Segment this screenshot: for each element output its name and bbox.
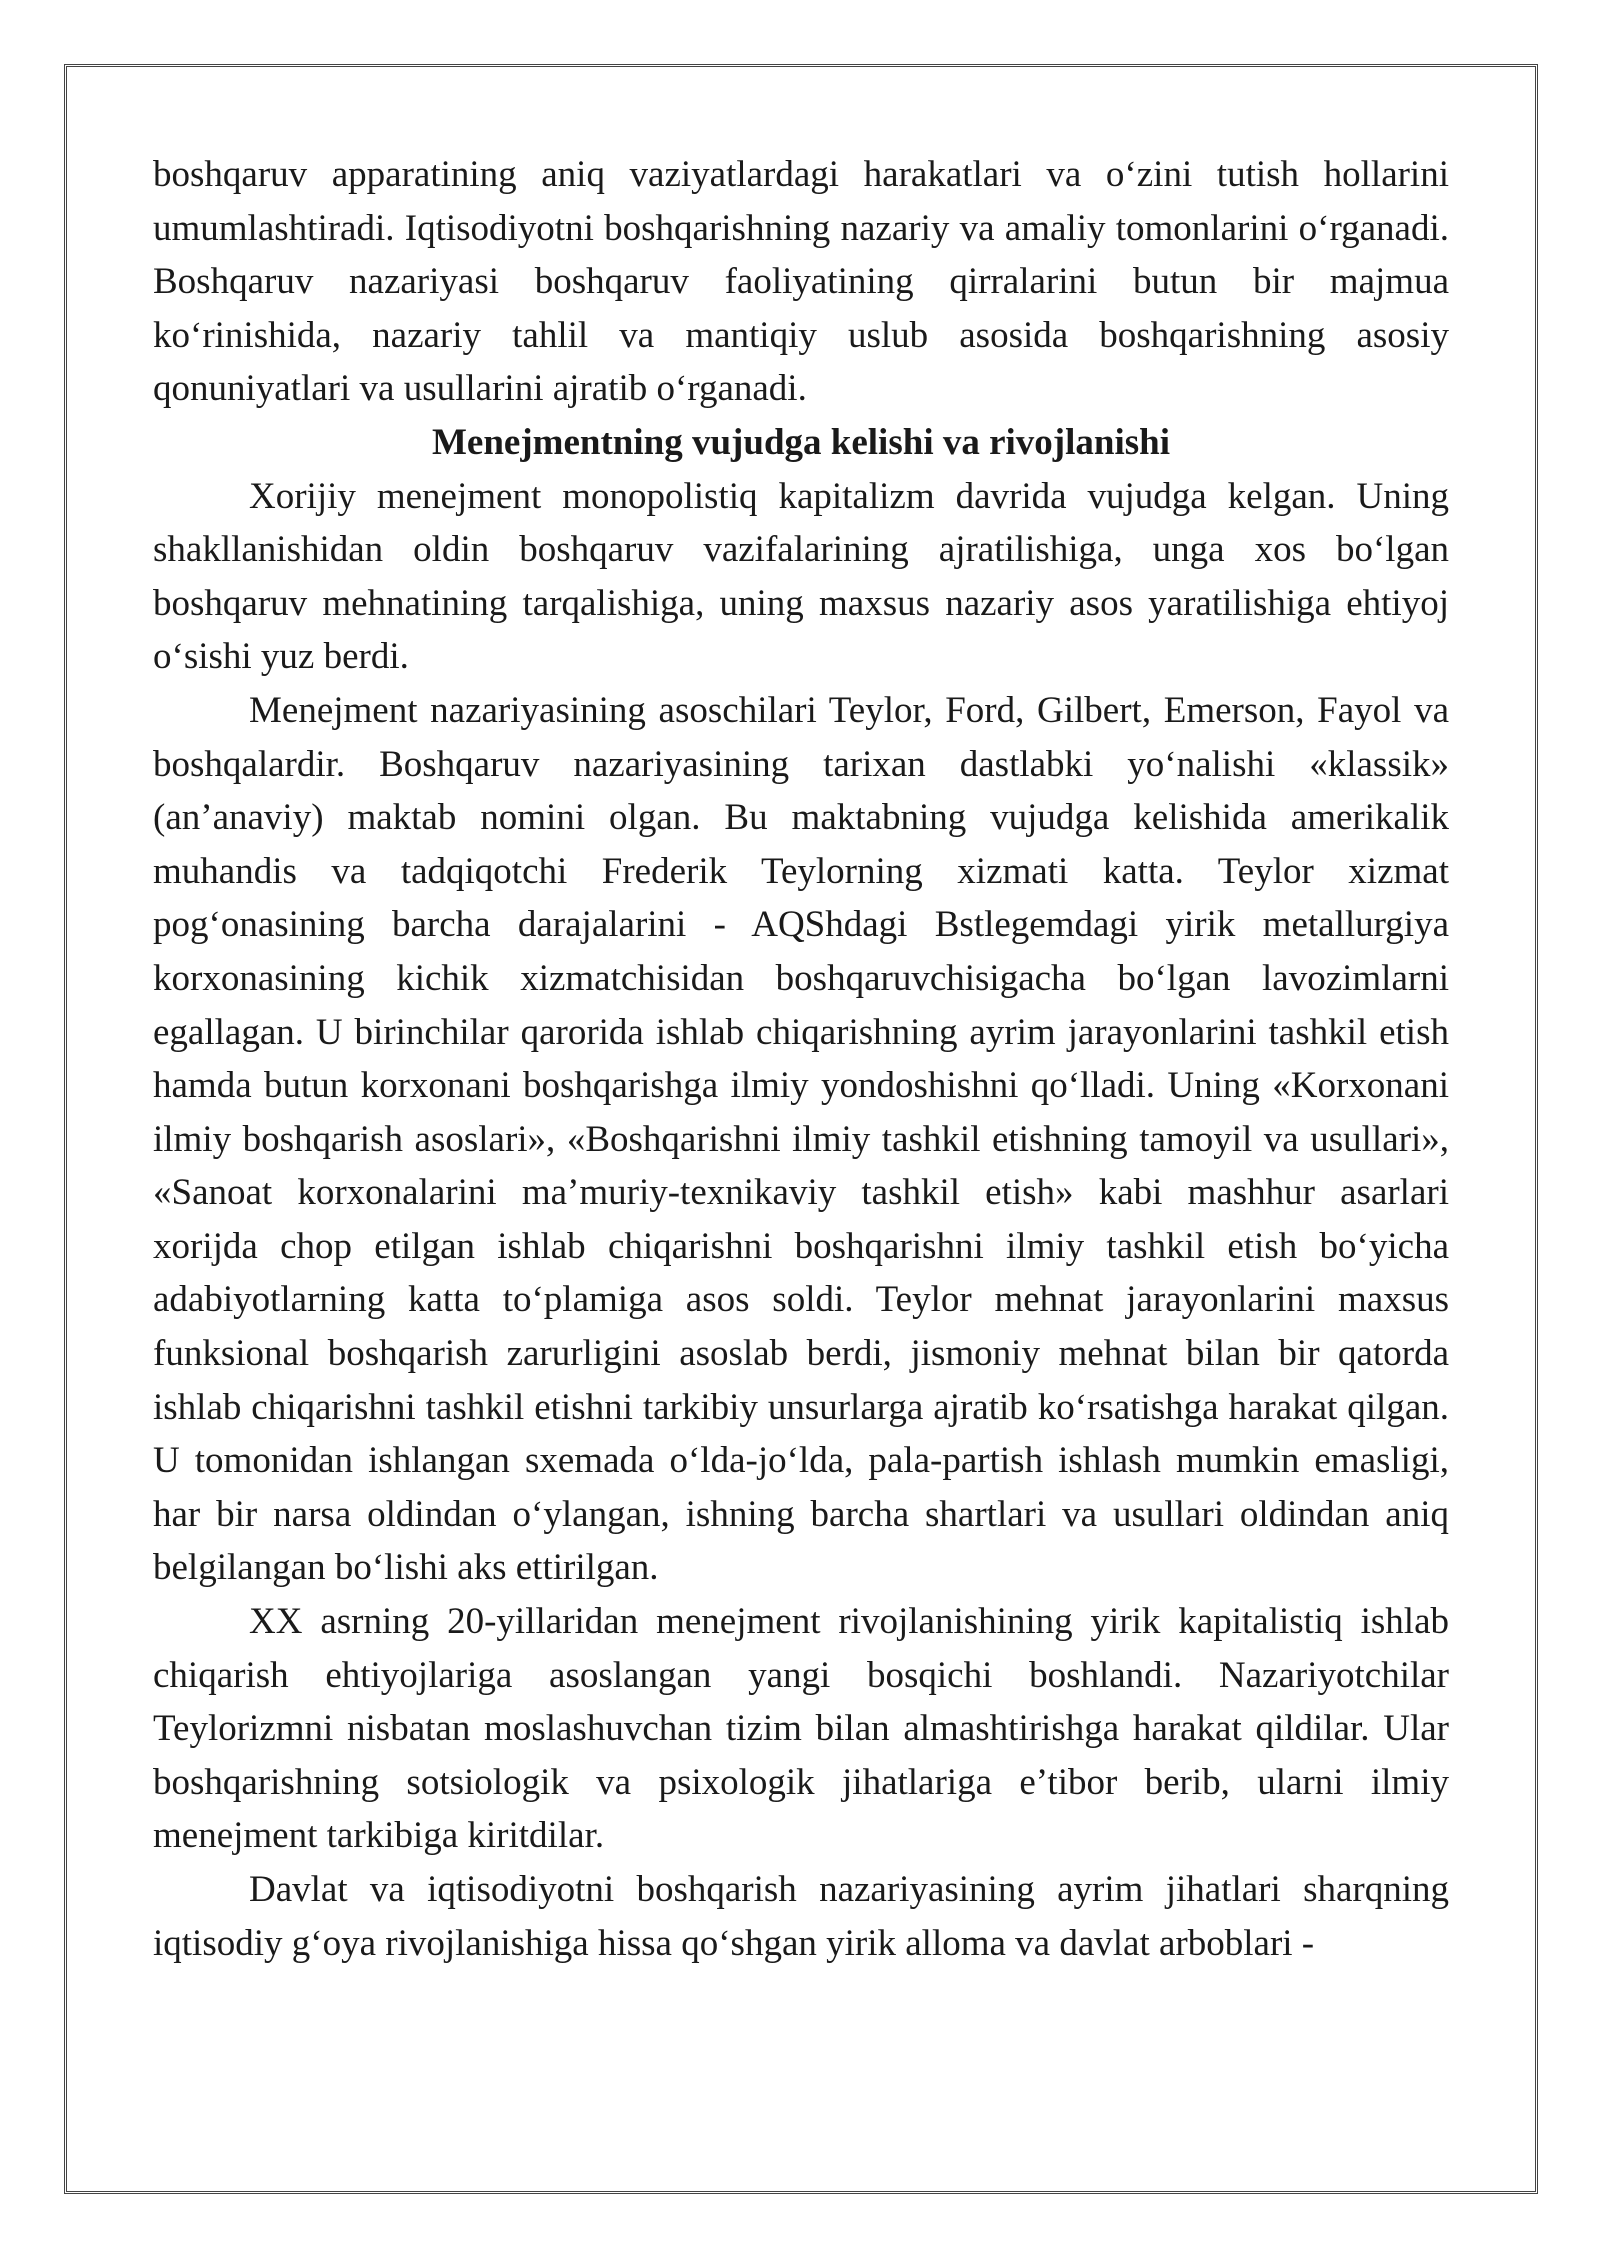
paragraph-eastern-thought: Davlat va iqtisodiyotni boshqarish nazariyasining ayrim jihatlari sharqning iqtisodiy g‘oya rivojlanishiga hissa qo‘shgan yirik alloma va davlat arboblari -	[153, 1869, 1449, 1964]
document-body	[153, 148, 1449, 1970]
intro-paragraph: boshqaruv apparatining aniq vaziyatlardagi harakatlari va o‘zini tutish hollarini umumlashtiradi. Iqtisodiyotni boshqarishning nazariy va amaliy tomonlarini o‘rganadi. Boshqaruv nazariyasi boshqaruv faoliyatining qirralarini butun bir majmua ko‘rinishida, nazariy tahlil va mantiqiy uslub asosida boshqarishning asosiy qonuniyatlari va usullarini ajratib o‘rganadi.	[153, 154, 1449, 410]
section-heading: Menejmentning vujudga kelishi va rivojlanishi	[431, 421, 1171, 463]
paragraph-foreign-management: Xorijiy menejment monopolistiq kapitalizm davrida vujudga kelgan. Uning shakllanishidan oldin boshqaruv vazifalarining ajratilishiga, unga xos bo‘lgan boshqaruv mehnatining tarqalishiga, uning maxsus nazariy asos yaratilishiga ehtiyoj o‘sishi yuz berdi.	[153, 475, 1449, 678]
paragraph-founders-taylor: Menejment nazariyasining asoschilari Teylor, Ford, Gilbert, Emerson, Fayol va boshqalardir. Boshqaruv nazariyasining tarixan dastlabki yo‘nalishi «klassik» (an’anaviy) maktab nomini olgan. Bu maktabning vujudga kelishida amerikalik muhandis va tadqiqotchi Frederik Teylorning xizmati katta. Teylor xizmat pog‘onasining barcha darajalarini - AQShdagi Bstlegemdagi yirik metallurgiya korxonasining kichik xizmatchisidan boshqaruvchisigacha bo‘lgan lavozimlarni egallagan. U birinchilar qarorida ishlab chiqarishning ayrim jarayonlarini tashkil etish hamda butun korxonani boshqarishga ilmiy yondoshishni qo‘lladi. Uning «Korxonani ilmiy boshqarish asoslari», «Boshqarishni ilmiy tashkil etishning tamoyil va usullari», «Sanoat korxonalarini ma’muriy-texnikaviy tashkil etish» kabi mashhur asarlari xorijda chop etilgan ishlab chiqarishni boshqarishni ilmiy tashkil etish bo‘yicha adabiyotlarning katta to‘plamiga asos soldi. Teylor mehnat jarayonlarini maxsus funksional boshqarish zarurligini asoslab berdi, jismoniy mehnat bilan bir qatorda ishlab chiqarishni tashkil etishni tarkibiy unsurlarga ajratib ko‘rsatishga harakat qilgan. U tomonidan ishlangan sxemada o‘lda-jo‘lda, pala-partish ishlash mumkin emasligi, har bir narsa oldindan o‘ylangan, ishning barcha shartlari va usullari oldindan aniq belgilangan bo‘lishi aks ettirilgan.	[153, 689, 1449, 1589]
paragraph-20th-century: XX asrning 20-yillaridan menejment rivojlanishining yirik kapitalistiq ishlab chiqarish ehtiyojlariga asoslangan yangi bosqichi boshlandi. Nazariyotchilar Teylorizmni nisbatan moslashuvchan tizim bilan almashtirishga harakat qildilar. Ular boshqarishning sotsiologik va psixologik jihatlariga e’tibor berib, ularni ilmiy menejment tarkibiga kiritdilar.	[153, 1601, 1449, 1857]
